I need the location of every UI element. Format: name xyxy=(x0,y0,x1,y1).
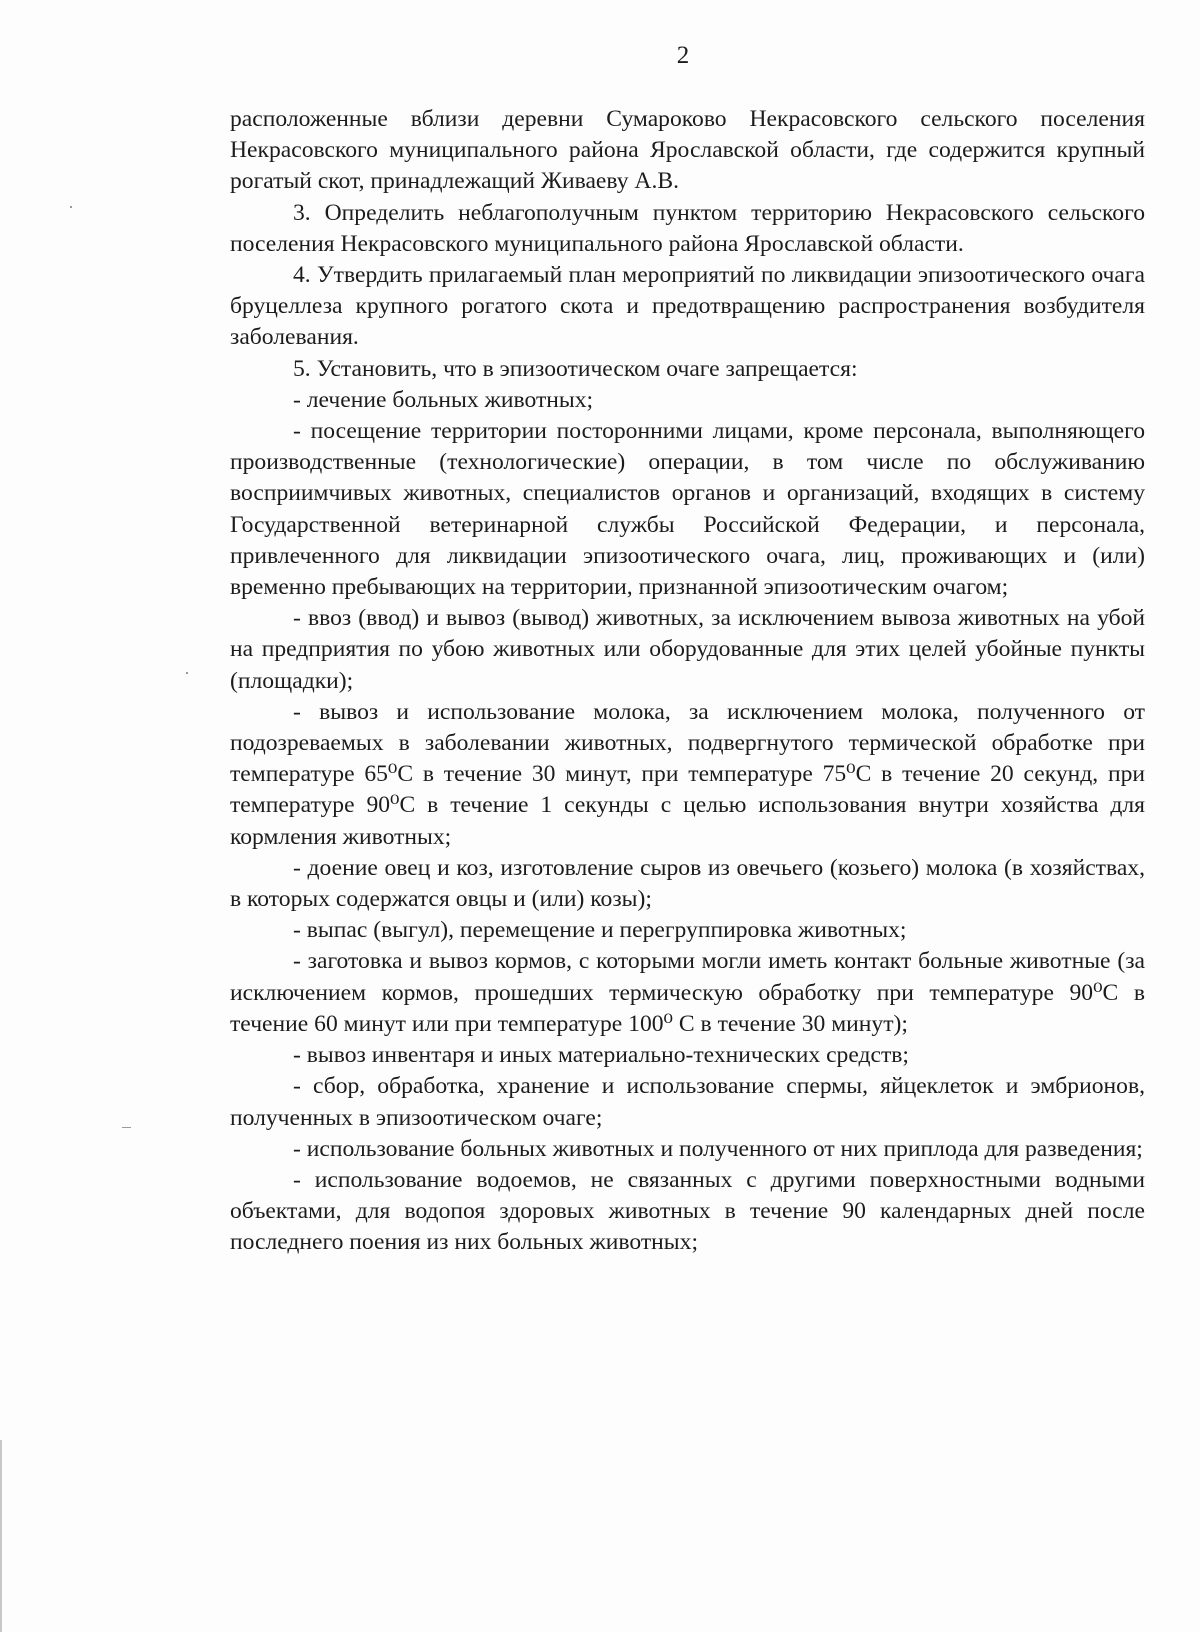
paragraph-item-5: 5. Установить, что в эпизоотическом очаге запрещается: xyxy=(293,355,858,382)
scan-artifact xyxy=(0,1440,2,1632)
prohibition-item: - использование водоемов, не связанных с другими поверхностными водными объектами, для водопоя здоровых животных в течение 90 календарных дней после последнего поения из них больных животных; xyxy=(230,1166,1145,1256)
scan-artifact xyxy=(186,672,188,674)
page-number: 2 xyxy=(676,42,690,69)
prohibition-item: - выпас (выгул), перемещение и перегруппировка животных; xyxy=(293,917,907,944)
paragraph-item-3: 3. Определить неблагополучным пунктом территорию Некрасовского сельского поселения Некрасовского муниципального района Ярославской области. xyxy=(230,199,1145,257)
prohibition-item: - вывоз инвентаря и иных материально-технических средств; xyxy=(293,1042,909,1069)
prohibition-item: - посещение территории посторонними лицами, кроме персонала, выполняющего производственные (технологические) операции, в том числе по обслуживанию восприимчивых животных, специалистов органов и организаций, входящих в систему Государственной ветеринарной службы Российской Федерации, и персонала, привлеченного для ликвидации эпизоотического очага, лиц, проживающих и (или) временно пребывающих на территории, признанной эпизоотическим очагом; xyxy=(230,418,1145,601)
paragraph-continuation: расположенные вблизи деревни Сумароково Некрасовского сельского поселения Некрасовского муниципального района Ярославской области, где содержится крупный рогатый скот, принадлежащий Живаеву А.В. xyxy=(230,106,1145,195)
prohibition-item: - заготовка и вывоз кормов, с которыми могли иметь контакт больные животные (за исключением кормов, прошедших термическую обработку при температуре 90⁰С в течение 60 минут или при температуре 100⁰ С в течение 30 минут); xyxy=(230,948,1145,1037)
scan-artifact xyxy=(122,1127,131,1128)
prohibition-item: - ввоз (ввод) и вывоз (вывод) животных, за исключением вывоза животных на убой на предприятия по убою животных или оборудованные для этих целей убойные пункты (площадки); xyxy=(230,605,1145,694)
prohibition-item: - вывоз и использование молока, за исключением молока, полученного от подозреваемых в заболевании животных, подвергнутого термической обработке при температуре 65⁰С в течение 30 минут, при температуре 75⁰С в течение 20 секунд, при температуре 90⁰С в течение 1 секунды с целью использования внутри хозяйства для кормления животных; xyxy=(230,698,1145,850)
paragraph-item-4: 4. Утвердить прилагаемый план мероприятий по ликвидации эпизоотического очага бруцеллеза крупного рогатого скота и предотвращению распространения возбудителя заболевания. xyxy=(230,262,1145,351)
prohibition-item: - использование больных животных и полученного от них приплода для разведения; xyxy=(293,1135,1143,1162)
scan-artifact xyxy=(70,206,72,208)
prohibition-item: - лечение больных животных; xyxy=(293,386,594,413)
prohibition-item: - доение овец и коз, изготовление сыров из овечьего (козьего) молока (в хозяйствах, в которых содержатся овцы и (или) козы); xyxy=(230,854,1145,913)
document-body xyxy=(230,104,1145,1259)
prohibition-item: - сбор, обработка, хранение и использование спермы, яйцеклеток и эмбрионов, полученных в эпизоотическом очаге; xyxy=(230,1073,1145,1131)
